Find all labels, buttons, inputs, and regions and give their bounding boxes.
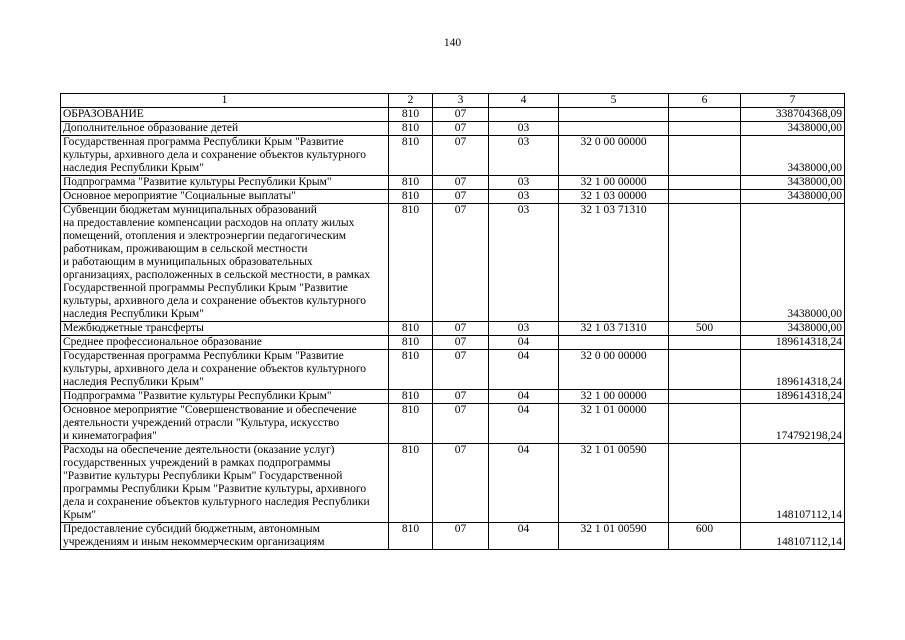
subsection-code-cell (489, 108, 559, 122)
expense-type-cell (669, 122, 741, 136)
subsection-code-cell: 03 (489, 136, 559, 176)
ministry-code-cell: 810 (389, 444, 433, 523)
ministry-code-cell: 810 (389, 136, 433, 176)
expense-type-cell: 500 (669, 322, 741, 336)
column-header: 1 (61, 94, 389, 108)
table-row (61, 204, 845, 322)
amount-cell: 189614318,24 (741, 390, 845, 404)
ministry-code-cell: 810 (389, 322, 433, 336)
table-row (61, 444, 845, 523)
table-row (61, 322, 845, 336)
target-article-cell: 32 1 00 00000 (559, 390, 669, 404)
row-name-cell: Межбюджетные трансферты (61, 322, 389, 336)
target-article-cell: 32 1 00 00000 (559, 176, 669, 190)
target-article-cell: 32 1 01 00590 (559, 523, 669, 550)
amount-cell: 3438000,00 (741, 122, 845, 136)
table-row (61, 176, 845, 190)
table-row (61, 190, 845, 204)
table-row (61, 523, 845, 550)
section-code-cell: 07 (433, 108, 489, 122)
ministry-code-cell: 810 (389, 108, 433, 122)
subsection-code-cell: 03 (489, 122, 559, 136)
expense-type-cell (669, 336, 741, 350)
row-name-cell: Основное мероприятие "Социальные выплаты" (61, 190, 389, 204)
section-code-cell: 07 (433, 350, 489, 390)
section-code-cell: 07 (433, 336, 489, 350)
row-name-cell: Подпрограмма "Развитие культуры Республики Крым" (61, 390, 389, 404)
amount-cell: 189614318,24 (741, 350, 845, 390)
section-code-cell: 07 (433, 204, 489, 322)
column-header: 4 (489, 94, 559, 108)
amount-cell: 148107112,14 (741, 444, 845, 523)
expense-type-cell (669, 176, 741, 190)
row-name-cell: Дополнительное образование детей (61, 122, 389, 136)
target-article-cell: 32 0 00 00000 (559, 350, 669, 390)
row-name-cell: Государственная программа Республики Крым "Развитие культуры, архивного дела и сохранение объектов культурного наследия Республики Крым" (61, 136, 389, 176)
column-header: 6 (669, 94, 741, 108)
expense-type-cell (669, 444, 741, 523)
ministry-code-cell: 810 (389, 190, 433, 204)
row-name-cell: Расходы на обеспечение деятельности (оказание услуг) государственных учреждений в рамках подпрограммы "Развитие культуры Республики Крым" Государственной программы Республики Крым "Развитие культуры, архивного дела и сохранение объектов культурного наследия Республики Крым" (61, 444, 389, 523)
table-row (61, 108, 845, 122)
section-code-cell: 07 (433, 190, 489, 204)
subsection-code-cell: 03 (489, 322, 559, 336)
ministry-code-cell: 810 (389, 204, 433, 322)
section-code-cell: 07 (433, 122, 489, 136)
amount-cell: 3438000,00 (741, 190, 845, 204)
expense-type-cell (669, 390, 741, 404)
expense-type-cell: 600 (669, 523, 741, 550)
column-header: 3 (433, 94, 489, 108)
amount-cell: 3438000,00 (741, 322, 845, 336)
subsection-code-cell: 04 (489, 336, 559, 350)
target-article-cell: 32 1 03 00000 (559, 190, 669, 204)
target-article-cell (559, 122, 669, 136)
column-header: 7 (741, 94, 845, 108)
column-header: 5 (559, 94, 669, 108)
target-article-cell: 32 0 00 00000 (559, 136, 669, 176)
subsection-code-cell: 03 (489, 204, 559, 322)
section-code-cell: 07 (433, 136, 489, 176)
target-article-cell (559, 336, 669, 350)
target-article-cell (559, 108, 669, 122)
row-name-cell: Предоставление субсидий бюджетным, автономным учреждениям и иным некоммерческим организациям (61, 523, 389, 550)
budget-table (60, 93, 845, 550)
amount-cell: 148107112,14 (741, 523, 845, 550)
section-code-cell: 07 (433, 176, 489, 190)
subsection-code-cell: 03 (489, 190, 559, 204)
row-name-cell: Субвенции бюджетам муниципальных образований на предоставление компенсации расходов на оплату жилых помещений, отопления и электроэнергии педагогическим работникам, проживающим в сельской местности и работающим в муниципальных образовательных организациях, расположенных в сельской местности, в рамках Государственной программы Республики Крым "Развитие культуры, архивного дела и сохранение объектов культурного наследия Республики Крым" (61, 204, 389, 322)
column-header: 2 (389, 94, 433, 108)
section-code-cell: 07 (433, 322, 489, 336)
row-name-cell: Подпрограмма "Развитие культуры Республики Крым" (61, 176, 389, 190)
subsection-code-cell: 04 (489, 523, 559, 550)
ministry-code-cell: 810 (389, 404, 433, 444)
subsection-code-cell: 04 (489, 350, 559, 390)
amount-cell: 338704368,09 (741, 108, 845, 122)
expense-type-cell (669, 350, 741, 390)
ministry-code-cell: 810 (389, 122, 433, 136)
amount-cell: 174792198,24 (741, 404, 845, 444)
ministry-code-cell: 810 (389, 176, 433, 190)
ministry-code-cell: 810 (389, 390, 433, 404)
expense-type-cell (669, 190, 741, 204)
expense-type-cell (669, 204, 741, 322)
subsection-code-cell: 03 (489, 176, 559, 190)
amount-cell: 3438000,00 (741, 176, 845, 190)
ministry-code-cell: 810 (389, 336, 433, 350)
section-code-cell: 07 (433, 444, 489, 523)
target-article-cell: 32 1 03 71310 (559, 322, 669, 336)
section-code-cell: 07 (433, 404, 489, 444)
amount-cell: 3438000,00 (741, 136, 845, 176)
amount-cell: 189614318,24 (741, 336, 845, 350)
table-row (61, 336, 845, 350)
section-code-cell: 07 (433, 523, 489, 550)
target-article-cell: 32 1 03 71310 (559, 204, 669, 322)
table-header-row (61, 94, 845, 108)
row-name-cell: Среднее профессиональное образование (61, 336, 389, 350)
target-article-cell: 32 1 01 00590 (559, 444, 669, 523)
expense-type-cell (669, 136, 741, 176)
expense-type-cell (669, 404, 741, 444)
ministry-code-cell: 810 (389, 523, 433, 550)
row-name-cell: Основное мероприятие "Совершенствование и обеспечение деятельности учреждений отрасли "Культура, искусство и кинематография" (61, 404, 389, 444)
table-row (61, 404, 845, 444)
subsection-code-cell: 04 (489, 390, 559, 404)
table-row (61, 350, 845, 390)
section-code-cell: 07 (433, 390, 489, 404)
amount-cell: 3438000,00 (741, 204, 845, 322)
page-number: 140 (443, 37, 462, 49)
table-row (61, 136, 845, 176)
target-article-cell: 32 1 01 00000 (559, 404, 669, 444)
subsection-code-cell: 04 (489, 404, 559, 444)
table-row (61, 390, 845, 404)
expense-type-cell (669, 108, 741, 122)
subsection-code-cell: 04 (489, 444, 559, 523)
row-name-cell: ОБРАЗОВАНИЕ (61, 108, 389, 122)
row-name-cell: Государственная программа Республики Крым "Развитие культуры, архивного дела и сохранение объектов культурного наследия Республики Крым" (61, 350, 389, 390)
ministry-code-cell: 810 (389, 350, 433, 390)
table-row (61, 122, 845, 136)
